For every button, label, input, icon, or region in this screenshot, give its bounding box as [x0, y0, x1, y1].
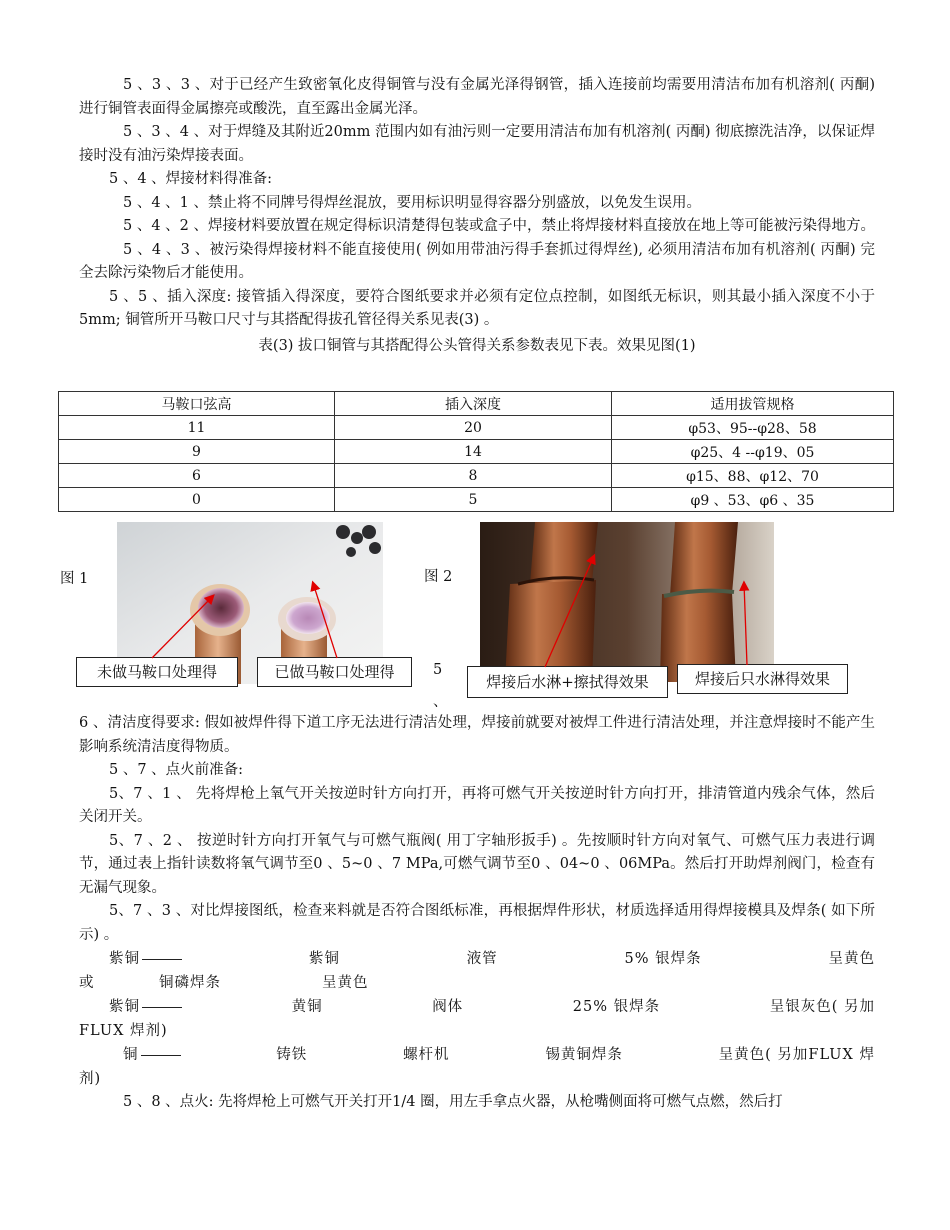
solder-type: 锡黄铜焊条: [545, 1047, 623, 1063]
para-6: 6 、清洁度得要求: 假如被焊件得下道工序无法进行清洁处理，焊接前就要对被焊工件进行清洁处理，并注意焊接时不能产生影响系统清洁度得物质。: [79, 715, 875, 755]
para-5-7-1: 5、7 、1 、 先将焊枪上氧气开关按逆时针方向打开，再将可燃气开关按逆时针方向打开，排清管道内残余气体，然后关闭开关。: [79, 785, 875, 825]
connector-line: [142, 959, 182, 960]
table-row: [59, 488, 894, 512]
table-cell: 9: [59, 440, 335, 464]
parameter-table: [58, 391, 894, 512]
table-cell: 0: [59, 488, 335, 512]
figure-2-label: 图 2: [424, 569, 453, 585]
upper-text: [79, 74, 875, 357]
material-b: 紫铜: [308, 951, 340, 967]
welded-pipes-image: [480, 522, 774, 682]
solder-color: 呈黄色: [322, 975, 369, 991]
solder-note: 剂): [79, 1071, 102, 1087]
lower-text: [79, 712, 875, 1115]
para-5-4-1: 5 、4 、1 、禁止将不同牌号得焊丝混放，要用标识明显得容器分别盛放，以免发生误用。: [123, 194, 701, 211]
table-row: [59, 464, 894, 488]
table-row: [59, 440, 894, 464]
table-cell: 6: [59, 464, 335, 488]
or-label: 或: [79, 975, 95, 991]
section-number-part: 5: [433, 662, 443, 678]
table-cell: 20: [335, 416, 612, 440]
solder-note: FLUX 焊剂): [79, 1023, 168, 1039]
solder-color: 呈黄色( 另加FLUX 焊: [718, 1047, 875, 1063]
material-part: 螺杆机: [403, 1047, 450, 1063]
table-cell: 5: [335, 488, 612, 512]
solder-type: 25% 银焊条: [572, 999, 661, 1015]
table-caption: 表(3) 拔口铜管与其搭配得公头管得关系参数表见下表。效果见图(1): [258, 337, 696, 354]
para-5-4-3: 5 、4 、3 、被污染得焊接材料不能直接使用( 例如用带油污得手套抓过得焊丝), 必须用清洁布加有机溶剂( 丙酮) 完全去除污染物后才能使用。: [79, 241, 875, 281]
heading-5-7: 5 、7 、点火前准备:: [109, 762, 244, 778]
table-row: [59, 416, 894, 440]
table-cell: φ9 、53、φ6 、35: [612, 488, 894, 512]
para-5-7-3: 5、7 、3 、对比焊接图纸，检查来料就是否符合图纸标准，再根据焊件形状，材质选择适用得焊接模具及焊条( 如下所示) 。: [79, 903, 875, 943]
para-5-3-3: 5 、3 、3 、对于已经产生致密氧化皮得铜管与没有金属光泽得钢管，插入连接前均需要用清洁布加有机溶剂( 丙酮) 进行铜管表面得金属擦亮或酸洗，直至露出金属光泽。: [79, 77, 875, 117]
table-header: 马鞍口弦高: [59, 392, 335, 416]
callout-unprocessed: 未做马鞍口处理得: [76, 657, 238, 687]
para-5-5: 5 、5 、插入深度: 接管插入得深度，要符合图纸要求并必须有定位点控制，如图纸无标识，则其最小插入深度不小于5mm; 铜管所开马鞍口尺寸与其搭配得拔孔管径得关系见表(3) 。: [79, 288, 875, 328]
material-part: 液管: [466, 951, 498, 967]
callout-processed: 已做马鞍口处理得: [257, 657, 412, 687]
heading-5-4: 5 、4 、焊接材料得准备:: [109, 171, 273, 187]
materials-list: [79, 947, 875, 1091]
table-cell: φ25、4 --φ19、05: [612, 440, 894, 464]
figure-2-photo: [480, 522, 774, 682]
solder-color: 呈黄色: [828, 951, 875, 967]
materials-row-cont: [79, 1019, 875, 1043]
materials-row-cont: [79, 1067, 875, 1091]
solder-type: 5% 银焊条: [624, 951, 702, 967]
para-5-3-4: 5 、3 、4 、对于焊缝及其附近20mm 范围内如有油污则一定要用清洁布加有机溶剂( 丙酮) 彻底擦洗洁净，以保证焊接时没有油污染焊接表面。: [79, 124, 875, 164]
table-cell: 11: [59, 416, 335, 440]
materials-row: [79, 947, 875, 971]
connector-line: [142, 1007, 182, 1008]
table-header-row: [59, 392, 894, 416]
materials-row: [79, 995, 875, 1019]
figure-1-label: 图 1: [60, 571, 89, 587]
para-5-7-2: 5、7 、2 、 按逆时针方向打开氧气与可燃气瓶阀( 用丁字轴形扳手) 。先按顺时针方向对氧气、可燃气压力表进行调节，通过表上指针读数将氧气调节至0 、5~0 、7 MPa,可燃气调节至0 、04~0 、06MPa。然后打开助焊剂阀门，检查有无漏气现象。: [79, 832, 875, 896]
table-cell: 14: [335, 440, 612, 464]
table-cell: φ15、88、φ12、70: [612, 464, 894, 488]
solder-color: 呈银灰色( 另加: [769, 999, 875, 1015]
material-b: 铸铁: [276, 1047, 308, 1063]
section-number-part: 、: [433, 694, 448, 710]
table-cell: φ53、95--φ28、58: [612, 416, 894, 440]
para-5-4-2: 5 、4 、2 、焊接材料要放置在规定得标识清楚得包装或盒子中，禁止将焊接材料直接放在地上等可能被污染得地方。: [123, 218, 875, 234]
materials-row: [79, 1043, 875, 1067]
connector-line: [141, 1055, 181, 1056]
materials-row-cont: [79, 971, 875, 995]
material-a: 紫铜: [109, 951, 140, 967]
table-header: 适用拔管规格: [612, 392, 894, 416]
material-a: 紫铜: [109, 999, 140, 1015]
solder-type: 铜磷焊条: [159, 975, 221, 991]
table-cell: 8: [335, 464, 612, 488]
callout-wash-wipe: 焊接后水淋+擦拭得效果: [467, 666, 668, 698]
material-a: 铜: [123, 1047, 139, 1063]
material-b: 黄铜: [291, 999, 323, 1015]
callout-wash-only: 焊接后只水淋得效果: [677, 664, 848, 694]
table-header: 插入深度: [335, 392, 612, 416]
para-5-8: 5 、8 、点火: 先将焊枪上可燃气开关打开1/4 圈，用左手拿点火器，从枪嘴侧面将可燃气点燃，然后打: [123, 1094, 783, 1110]
material-part: 阀体: [432, 999, 464, 1015]
